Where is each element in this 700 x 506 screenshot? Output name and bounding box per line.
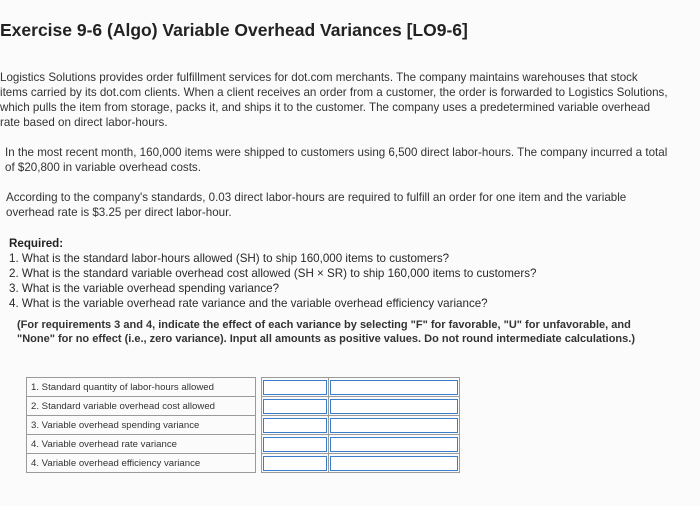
required-item-2: 2. What is the standard variable overhead cost allowed (SH × SR) to ship 160,000 items to customers? [9, 267, 537, 280]
effect-select-1[interactable] [330, 380, 458, 395]
required-heading: Required: [9, 237, 64, 250]
required-list [9, 251, 669, 311]
effect-select-2[interactable] [330, 399, 458, 414]
table-row [27, 397, 460, 416]
amount-input-1[interactable] [263, 380, 327, 395]
month-paragraph: In the most recent month, 160,000 items were shipped to customers using 6,500 direct labor-hours. The company incurred a total of $20,800 in variable overhead costs. [5, 146, 668, 174]
amount-input-4[interactable] [263, 437, 327, 452]
amount-input-2[interactable] [263, 399, 327, 414]
intro-paragraph: Logistics Solutions provides order fulfillment services for dot.com merchants. The company maintains warehouses that stock items carried by its dot.com clients. When a client receives an order from a customer, the order is forwarded to Logistics Solutions, which pulls the item from storage, packs it, and ships it to the customer. The company uses a predetermined variable overhead rate based on direct labor-hours. [0, 71, 668, 129]
standards-paragraph: According to the company's standards, 0.03 direct labor-hours are required to fulfill an order for one item and the variable overhead rate is $3.25 per direct labor-hour. [6, 191, 627, 219]
row-label: 1. Standard quantity of labor-hours allowed [27, 378, 256, 397]
effect-select-4[interactable] [330, 437, 458, 452]
table-row [27, 378, 460, 397]
required-item-4: 4. What is the variable overhead rate variance and the variable overhead efficiency variance? [9, 297, 488, 310]
amount-input-3[interactable] [263, 418, 327, 433]
row-label: 2. Standard variable overhead cost allowed [27, 397, 256, 416]
required-item-1: 1. What is the standard labor-hours allowed (SH) to ship 160,000 items to customers? [9, 252, 450, 265]
row-label: 3. Variable overhead spending variance [27, 416, 256, 435]
required-item-3: 3. What is the variable overhead spending variance? [9, 282, 280, 295]
effect-select-3[interactable] [330, 418, 458, 433]
required-section [9, 236, 669, 311]
table-row [27, 416, 460, 435]
effect-select-5[interactable] [330, 456, 458, 471]
page-title: Exercise 9-6 (Algo) Variable Overhead Variances [LO9-6] [0, 20, 468, 40]
table-row [27, 435, 460, 454]
instruction-note: (For requirements 3 and 4, indicate the effect of each variance by selecting "F" for favorable, "U" for unfavorable, and "None" for no effect (i.e., zero variance). Input all amounts as positive values. Do not round intermediate calculations.) [17, 319, 635, 345]
answer-table [26, 377, 460, 473]
row-label: 4. Variable overhead rate variance [27, 435, 256, 454]
table-row [27, 454, 460, 473]
row-label: 4. Variable overhead efficiency variance [27, 454, 256, 473]
amount-input-5[interactable] [263, 456, 327, 471]
